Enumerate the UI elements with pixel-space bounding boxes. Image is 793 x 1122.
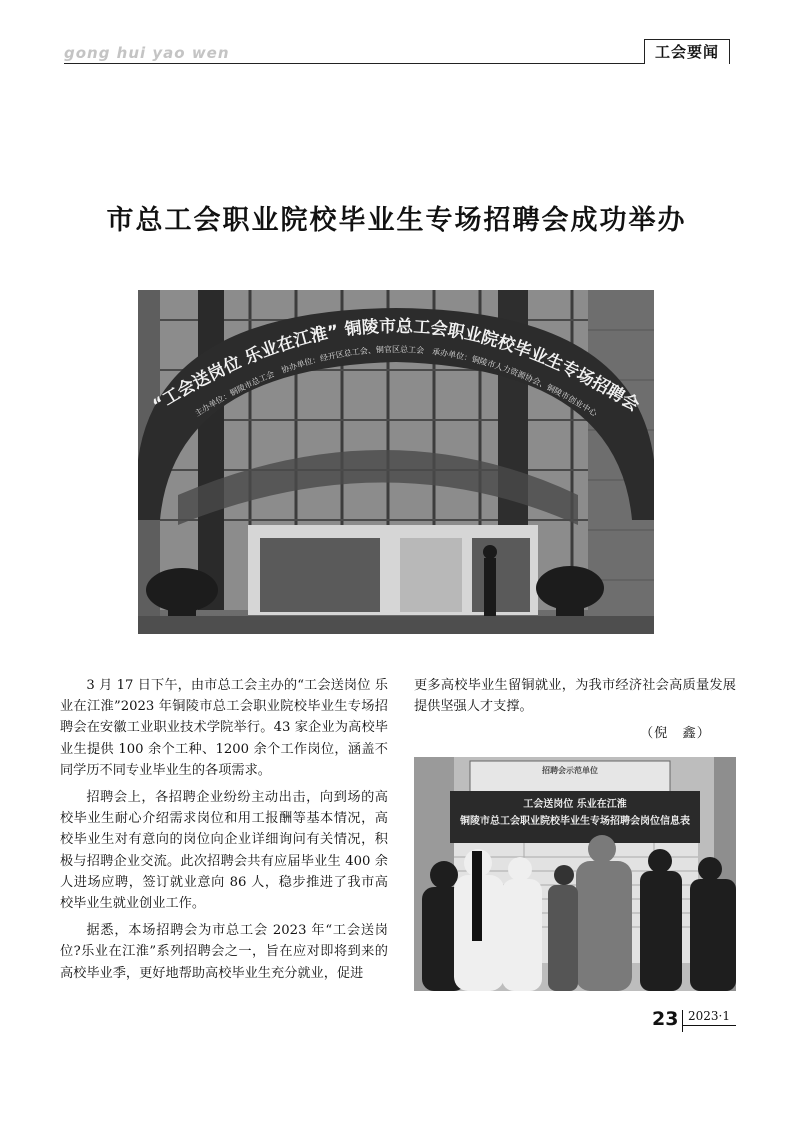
header-pinyin: gong hui yao wen (64, 44, 230, 62)
article-paragraph: 招聘会上，各招聘企业纷纷主动出击，向到场的高校毕业生耐心介绍需求岗位和用工报酬等基本情况，高校毕业生对有意向的岗位向企业详细询问有关情况，积极与招聘企业交流。此次招聘会共有应届毕业生 400 余人进场应聘，签订就业意向 86 人，稳步推进了我市高校毕业生就业创业工作。 (60, 790, 388, 912)
board-title-text: 铜陵市总工会职业院校毕业生专场招聘会岗位信息表 (460, 816, 690, 827)
job-board-crowd-photo (414, 757, 736, 991)
article-body-column-left (60, 675, 388, 984)
board-top-text: 工会送岗位 乐业在江淮 (523, 799, 627, 810)
issue-date: 2023·1 (688, 1009, 730, 1023)
footer-vertical-rule (682, 1010, 683, 1032)
job-fair-arch-photo (138, 290, 654, 634)
footer-horizontal-rule (682, 1025, 736, 1026)
article-author: （倪 鑫） (640, 726, 711, 741)
header-rule (64, 63, 728, 64)
page-number: 23 (652, 1008, 679, 1030)
arch-banner-text: “工会送岗位 乐业在江淮” 铜陵市总工会职业院校毕业生专场招聘会 (149, 316, 643, 416)
article-title: 市总工会职业院校毕业生专场招聘会成功举办 (106, 205, 687, 236)
header-section-label: 工会要闻 (644, 39, 730, 64)
arch-subtitle-text: 主办单位：铜陵市总工会 协办单位：经开区总工会、铜官区总工会 承办单位：铜陵市人力资源协会、铜陵市创业中心 (193, 345, 599, 419)
board-header-text: 招聘会示范单位 (542, 766, 598, 775)
article-paragraph-continued: 更多高校毕业生留铜就业，为我市经济社会高质量发展提供坚强人才支撑。 (414, 678, 736, 715)
article-paragraph: 3 月 17 日下午，由市总工会主办的“工会送岗位 乐业在江淮”2023 年铜陵市总工会职业院校毕业生专场招聘会在安徽工业职业技术学院举行。43 家企业为高校毕业生提供 100 余个工种、1200 余个工作岗位，涵盖不同学历不同专业毕业生的各项需求。 (60, 678, 388, 778)
article-body-column-right (414, 675, 736, 717)
article-paragraph: 据悉，本场招聘会为市总工会 2023 年“工会送岗位?乐业在江淮”系列招聘会之一，旨在应对即将到来的高校毕业季，更好地帮助高校毕业生充分就业，促进 (60, 923, 388, 981)
